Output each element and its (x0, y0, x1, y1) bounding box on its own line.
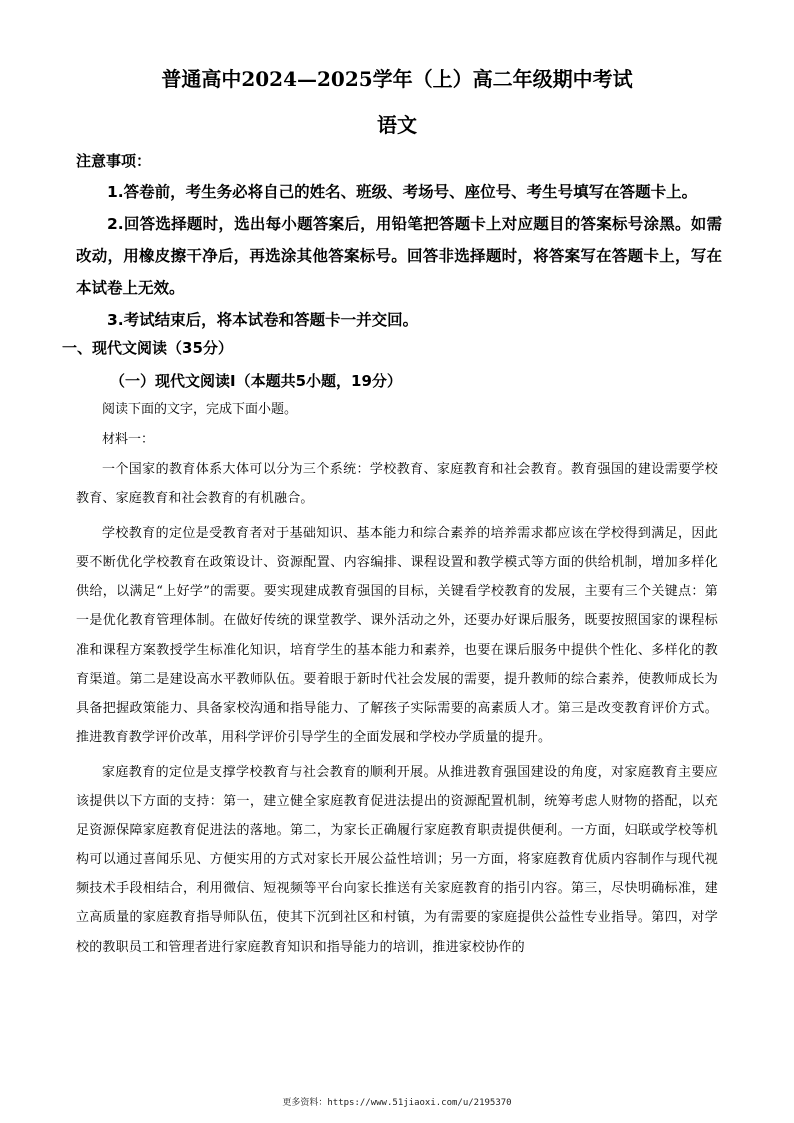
reading-instruction: 阅读下面的文字，完成下面小题。 (102, 402, 298, 417)
footer-link[interactable]: 更多资料：https://www.51jiaoxi.com/u/2195370 (282, 1098, 512, 1108)
section-title: 一、现代文阅读（35分） (62, 339, 233, 357)
material-label: 材料一： (102, 432, 155, 447)
note-item-1: 1.答卷前，考生务必将自己的姓名、班级、考场号、座位号、考生号填写在答题卡上。 (107, 183, 698, 201)
notes-list (76, 176, 722, 336)
paragraph-3: 家庭教育的定位是支撑学校教育与社会教育的顺利开展。从推进教育强国建设的角度，对家庭教育主要应该提供以下方面的支持：第一，建立健全家庭教育促进法提出的资源配置机制，统筹考虑人财物的搭配，以充足资源保障家庭教育促进法的落地。第二，为家长正确履行家庭教育职责提供便利。一方面，妇联或学校等机构可以通过喜闻乐见、方便实用的方式对家长开展公益性培训；另一方面，将家庭教育优质内容制作与现代视频技术手段相结合，利用微信、短视频等平台向家长推送有关家庭教育的指引内容。第三，尽快明确标准，建立高质量的家庭教育指导师队伍，使其下沉到社区和村镇，为有需要的家庭提供公益性专业指导。第四，对学校的教职员工和管理者进行家庭教育知识和指导能力的培训，推进家校协作的 (76, 764, 718, 955)
exam-title: 普通高中2024—2025学年（上）高二年级期中考试 (161, 67, 633, 91)
notes-heading: 注意事项： (76, 152, 152, 170)
section-subtitle: （一）现代文阅读Ⅰ（本题共5小题，19分） (110, 372, 402, 390)
paragraph-2: 学校教育的定位是受教育者对于基础知识、基本能力和综合素养的培养需求都应该在学校得到满足，因此要不断优化学校教育在政策设计、资源配置、内容编排、课程设置和教学模式等方面的供给机制，增加多样化供给，以满足“上好学”的需要。要实现建成教育强国的目标，关键看学校教育的发展，主要有三个关键点：第一是优化教育管理体制。在做好传统的课堂教学、课外活动之外，还要办好课后服务，既要按照国家的课程标准和课程方案教授学生标准化知识，培育学生的基本能力和素养，也要在课后服务中提供个性化、多样化的教育渠道。第二是建设高水平教师队伍。要着眼于新时代社会发展的需要，提升教师的综合素养，使教师成长为具备把握政策能力、具备家校沟通和指导能力、了解孩子实际需要的高素质人才。第三是改变教育评价方式。推进教育教学评价改革，用科学评价引导学生的全面发展和学校办学质量的提升。 (76, 526, 718, 745)
subject-title: 语文 (377, 113, 417, 137)
reading-passage (76, 455, 718, 968)
note-item-3: 3.考试结束后，将本试卷和答题卡一并交回。 (107, 311, 419, 329)
paragraph-1: 一个国家的教育体系大体可以分为三个系统：学校教育、家庭教育和社会教育。教育强国的建设需要学校教育、家庭教育和社会教育的有机融合。 (76, 462, 718, 507)
note-item-2: 2.回答选择题时，选出每小题答案后，用铅笔把答题卡上对应题目的答案标号涂黑。如需改动，用橡皮擦干净后，再选涂其他答案标号。回答非选择题时，将答案写在答题卡上，写在本试卷上无效。 (76, 215, 722, 297)
